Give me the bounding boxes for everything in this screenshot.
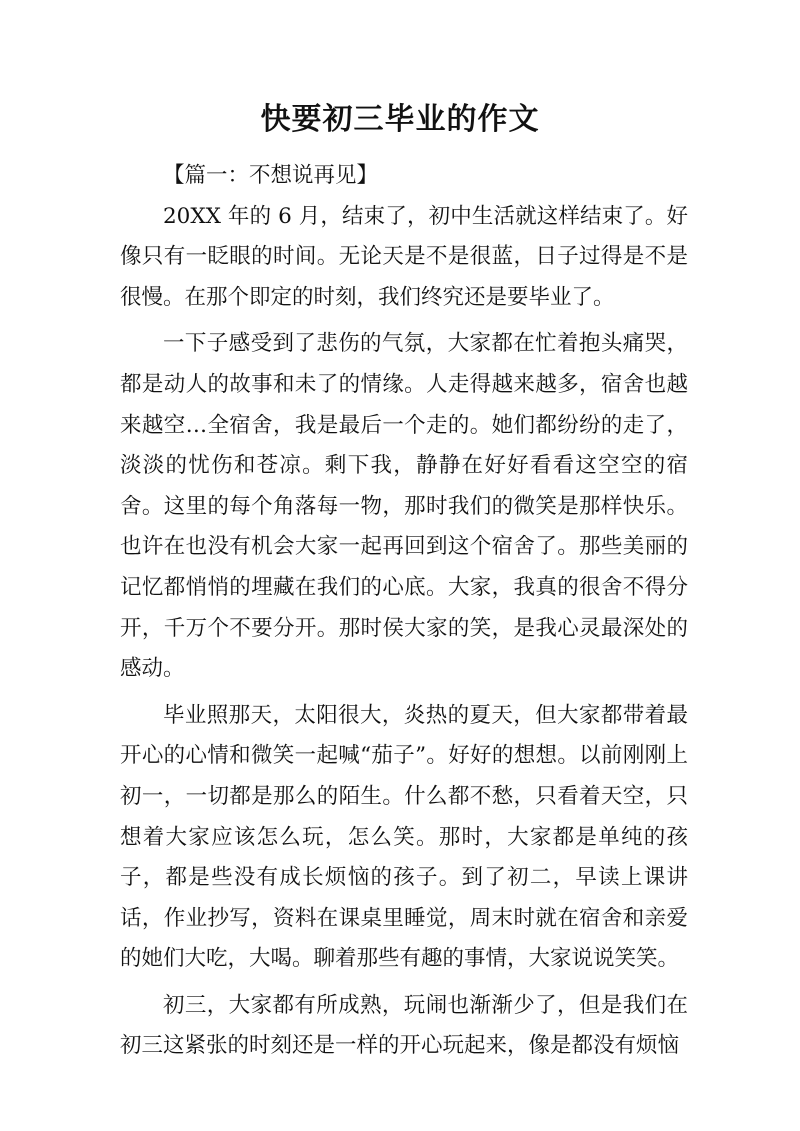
- paragraph-3: 毕业照那天，太阳很大，炎热的夏天，但大家都带着最开心的心情和微笑一起喊“茄子”。好好的想想。以前刚刚上初一，一切都是那么的陌生。什么都不愁，只看着天空，只想着大家应该怎么玩，怎么笑。那时，大家都是单纯的孩子，都是些没有成长烦恼的孩子。到了初二，早读上课讲话，作业抄写，资料在课桌里睡觉，周末时就在宿舍和亲爱的她们大吃，大喝。聊着那些有趣的事情，大家说说笑笑。: [120, 702, 688, 972]
- document-title: 快要初三毕业的作文: [260, 102, 540, 137]
- paragraph-4: 初三，大家都有所成熟，玩闹也渐渐少了，但是我们在初三这紧张的时刻还是一样的开心玩起来，像是都没有烦恼: [120, 992, 688, 1059]
- section-heading: 【篇一：不想说再见】: [163, 163, 379, 188]
- document-body: [120, 156, 688, 1067]
- paragraph-1: 20XX 年的 6 月，结束了，初中生活就这样结束了。好像只有一眨眼的时间。无论天是不是很蓝，日子过得是不是很慢。在那个即定的时刻，我们终究还是要毕业了。: [120, 203, 688, 310]
- paragraph-2: 一下子感受到了悲伤的气氛，大家都在忙着抱头痛哭，都是动人的故事和未了的情缘。人走得越来越多，宿舍也越来越空…全宿舍，我是最后一个走的。她们都纷纷的走了，淡淡的忧伤和苍凉。剩下我，静静在好好看看这空空的宿舍。这里的每个角落每一物，那时我们的微笑是那样快乐。也许在也没有机会大家一起再回到这个宿舍了。那些美丽的记忆都悄悄的埋藏在我们的心底。大家，我真的很舍不得分开，千万个不要分开。那时侯大家的笑，是我心灵最深处的感动。: [120, 331, 688, 682]
